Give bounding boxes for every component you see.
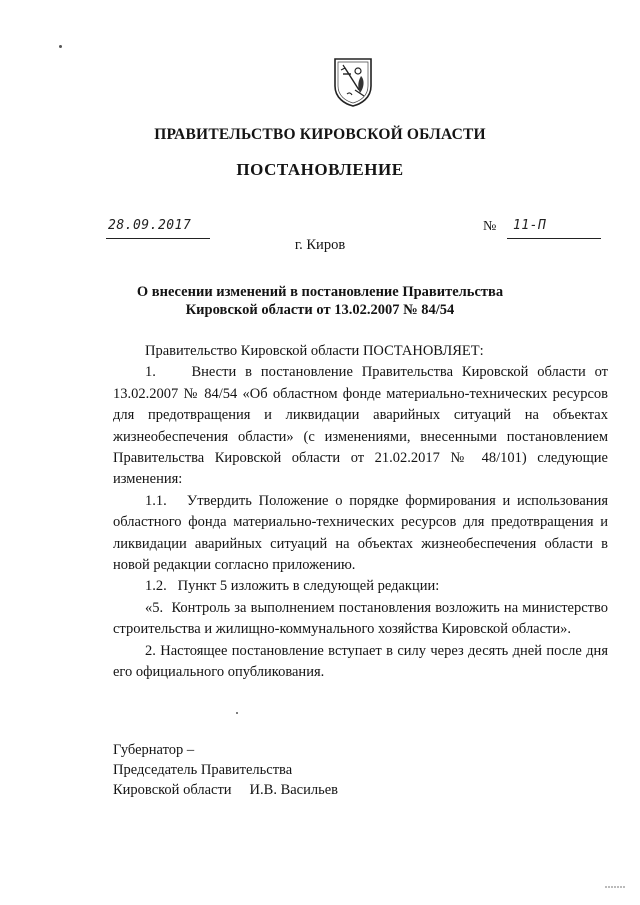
- subject-line-1: О внесении изменений в постановление Правительства: [136, 284, 504, 300]
- number-sign: №: [483, 219, 497, 234]
- subject-line-2: Кировской области от 13.02.2007 № 84/54: [185, 302, 455, 318]
- signature-block: [113, 740, 338, 800]
- preamble-paragraph: Правительство Кировской области ПОСТАНОВЛЯЕТ:: [145, 343, 484, 359]
- signatory-title-line-2: Председатель Правительства: [113, 762, 293, 778]
- government-name: ПРАВИТЕЛЬСТВО КИРОВСКОЙ ОБЛАСТИ: [154, 126, 486, 143]
- signatory-region: Кировской области: [113, 782, 232, 798]
- signatory-title-line-1: Губернатор –: [113, 742, 195, 758]
- clause-1-2-paragraph: 1.2. Пункт 5 изложить в следующей редакции:: [145, 578, 440, 595]
- clause-1-1-paragraph: 1.1. Утвердить Положение о порядке формирования и использования областного фонда материально-технических ресурсов для предотвращения и ликвидации аварийных ситуаций на объектах жизнеобеспечения области в новой редакции согласно приложению.: [113, 492, 608, 574]
- signatory-name: И.В. Васильев: [249, 782, 338, 798]
- document-type-title: ПОСТАНОВЛЕНИЕ: [236, 160, 404, 179]
- clause-1-paragraph: 1. Внести в постановление Правительства Кировской области от 13.02.2007 № 84/54 «Об областном фонде материально-технических ресурсов для предотвращения и ликвидации аварийных ситуаций на объектах жизнеобеспечения области» (с изменениями, внесенными постановлением Правительства Кировской области от 21.02.2017 № 48/101) следующие изменения:: [113, 364, 608, 488]
- number-handwritten: 11-П: [513, 218, 547, 233]
- clause-2-paragraph: 2. Настоящее постановление вступает в силу через десять дней после дня его официального опубликования.: [113, 642, 608, 681]
- document-date: [106, 217, 210, 239]
- scan-speck: [59, 45, 62, 48]
- date-handwritten: 28.09.2017: [108, 218, 192, 233]
- document-body: [113, 341, 608, 684]
- document-subject: [100, 283, 540, 319]
- city-label: г. Киров: [294, 237, 346, 253]
- document-number: [483, 217, 603, 239]
- clause-5-quote-paragraph: «5. Контроль за выполнением постановления возложить на министерство строительства и жилищно-коммунального хозяйства Кировской области».: [113, 599, 608, 638]
- coat-of-arms-icon: [331, 56, 375, 108]
- scan-footer-mark: [604, 884, 626, 890]
- signatory-title-line-3: [113, 780, 338, 800]
- scan-speck: [236, 712, 238, 714]
